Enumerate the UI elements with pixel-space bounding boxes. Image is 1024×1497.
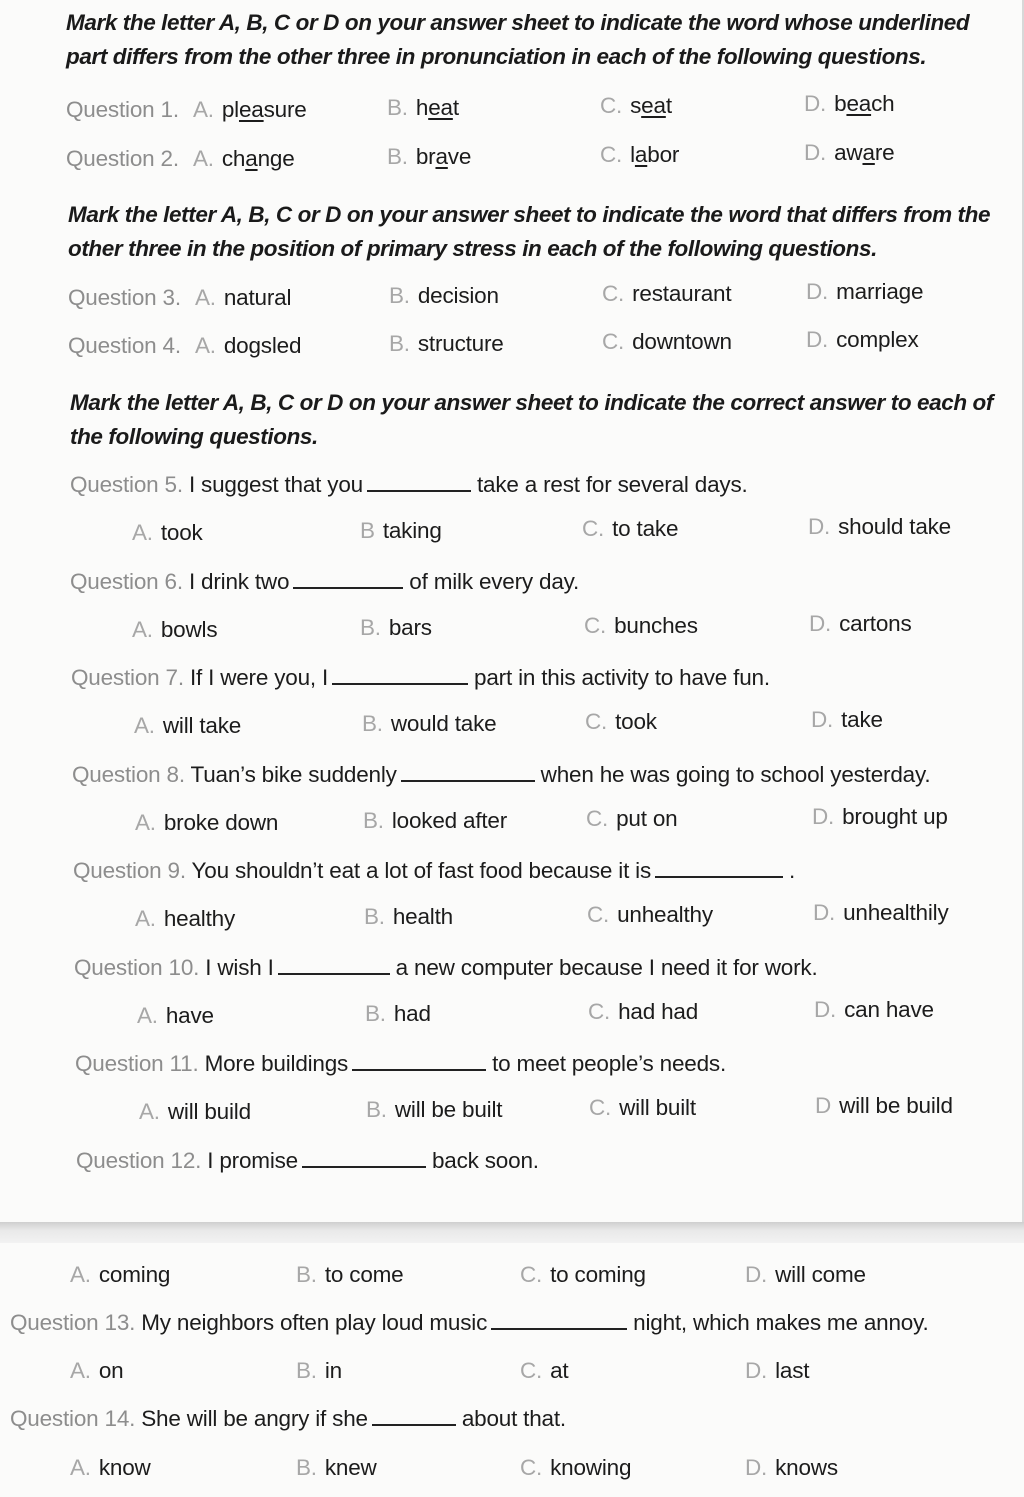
q6-option-d[interactable]: D. cartons	[809, 611, 912, 636]
question-5: Question 5. I suggest that you take a rest for several days.	[70, 472, 748, 497]
q5-option-b[interactable]: B taking	[360, 518, 442, 543]
question-12: Question 12. I promise back soon.	[76, 1148, 539, 1173]
q4-option-c[interactable]: C. downtown	[602, 329, 732, 354]
answer-blank	[367, 472, 471, 492]
q3-option-d[interactable]: D. marriage	[806, 279, 924, 304]
q2-option-a[interactable]: A. change	[193, 146, 295, 171]
q7-option-b[interactable]: B. would take	[362, 711, 497, 736]
question-2: Question 2.	[66, 146, 179, 171]
q11-option-a[interactable]: A. will build	[139, 1099, 251, 1124]
q14-option-b[interactable]: B. knew	[296, 1455, 377, 1480]
instruction-correct-answer: Mark the letter A, B, C or D on your answer sheet to indicate the correct answer to each of the following questions.	[70, 390, 993, 449]
q9-option-c[interactable]: C. unhealthy	[587, 902, 713, 927]
q6-option-a[interactable]: A. bowls	[132, 617, 218, 642]
question-4: Question 4.	[68, 333, 181, 358]
q6-option-c[interactable]: C. bunches	[584, 613, 698, 638]
question-11: Question 11. More buildings to meet people’s needs.	[75, 1051, 727, 1076]
question-6: Question 6. I drink two of milk every day.	[70, 569, 580, 594]
q12-option-c[interactable]: C. to coming	[520, 1262, 646, 1287]
q9-option-a[interactable]: A. healthy	[135, 906, 236, 931]
answer-blank	[655, 858, 783, 878]
q3-option-b[interactable]: B. decision	[389, 283, 499, 308]
question-13: Question 13. My neighbors often play loud music night, which makes me annoy.	[10, 1310, 929, 1335]
answer-blank	[293, 569, 403, 589]
q12-option-d[interactable]: D. will come	[745, 1262, 866, 1287]
q4-option-b[interactable]: B. structure	[389, 331, 504, 356]
q3-option-a[interactable]: A. natural	[195, 285, 292, 310]
question-10: Question 10. I wish I a new computer because I need it for work.	[74, 955, 818, 980]
answer-blank	[302, 1148, 426, 1168]
question-8: Question 8. Tuan’s bike suddenly when he was going to school yesterday.	[72, 762, 931, 787]
question-9: Question 9. You shouldn’t eat a lot of fast food because it is .	[73, 858, 796, 883]
q10-option-c[interactable]: C. had had	[588, 999, 699, 1024]
q2-option-c[interactable]: C. labor	[600, 142, 680, 167]
q11-option-d[interactable]: D will be build	[815, 1093, 953, 1118]
instruction-stress: Mark the letter A, B, C or D on your answer sheet to indicate the word that differs from the other three in the position of primary stress in each of the following questions.	[68, 202, 991, 261]
answer-blank	[278, 955, 390, 975]
q4-option-d[interactable]: D. complex	[806, 327, 919, 352]
question-14: Question 14. She will be angry if she about that.	[10, 1406, 566, 1431]
q13-option-a[interactable]: A. on	[70, 1358, 124, 1383]
q12-option-a[interactable]: A. coming	[70, 1262, 171, 1287]
answer-blank	[372, 1406, 456, 1426]
answer-blank	[491, 1310, 627, 1330]
q1-option-b[interactable]: B. heat	[387, 95, 459, 120]
q11-option-b[interactable]: B. will be built	[366, 1097, 503, 1122]
q10-option-b[interactable]: B. had	[365, 1001, 431, 1026]
q14-option-a[interactable]: A. know	[70, 1455, 151, 1480]
q6-option-b[interactable]: B. bars	[360, 615, 432, 640]
q13-option-c[interactable]: C. at	[520, 1358, 569, 1383]
q11-option-c[interactable]: C. will built	[589, 1095, 696, 1120]
q2-option-d[interactable]: D. aware	[804, 140, 895, 165]
answer-blank	[352, 1051, 486, 1071]
q8-option-b[interactable]: B. looked after	[363, 808, 508, 833]
q14-option-d[interactable]: D. knows	[745, 1455, 838, 1480]
q14-option-c[interactable]: C. knowing	[520, 1455, 632, 1480]
q1-option-a[interactable]: A. pleasure	[193, 97, 307, 122]
instruction-pronunciation: Mark the letter A, B, C or D on your answer sheet to indicate the word whose underlined part differs from the other three in pronunciation in each of the following questions.	[66, 10, 970, 69]
q8-option-c[interactable]: C. put on	[586, 806, 678, 831]
q4-option-a[interactable]: A. dogsled	[195, 333, 302, 358]
q7-option-c[interactable]: C. took	[585, 709, 657, 734]
page-break	[0, 1222, 1024, 1243]
q8-option-d[interactable]: D. brought up	[812, 804, 948, 829]
worksheet-page-2	[0, 1243, 1024, 1497]
q1-option-c[interactable]: C. seat	[600, 93, 672, 118]
q7-option-d[interactable]: D. take	[811, 707, 883, 732]
question-3: Question 3.	[68, 285, 181, 310]
q5-option-c[interactable]: C. to take	[582, 516, 679, 541]
q1-option-d[interactable]: D. beach	[804, 91, 895, 116]
q7-option-a[interactable]: A. will take	[134, 713, 242, 738]
q10-option-d[interactable]: D. can have	[814, 997, 934, 1022]
q5-option-a[interactable]: A. took	[132, 520, 203, 545]
q3-option-c[interactable]: C. restaurant	[602, 281, 732, 306]
q9-option-d[interactable]: D. unhealthily	[813, 900, 949, 925]
q13-option-d[interactable]: D. last	[745, 1358, 810, 1383]
q13-option-b[interactable]: B. in	[296, 1358, 342, 1383]
q8-option-a[interactable]: A. broke down	[135, 810, 279, 835]
q9-option-b[interactable]: B. health	[364, 904, 453, 929]
answer-blank	[401, 762, 535, 782]
q5-option-d[interactable]: D. should take	[808, 514, 951, 539]
q10-option-a[interactable]: A. have	[137, 1003, 214, 1028]
q2-option-b[interactable]: B. brave	[387, 144, 472, 169]
q12-option-b[interactable]: B. to come	[296, 1262, 404, 1287]
answer-blank	[332, 665, 468, 685]
question-1: Question 1.	[66, 97, 179, 122]
question-7: Question 7. If I were you, I part in this activity to have fun.	[71, 665, 770, 690]
